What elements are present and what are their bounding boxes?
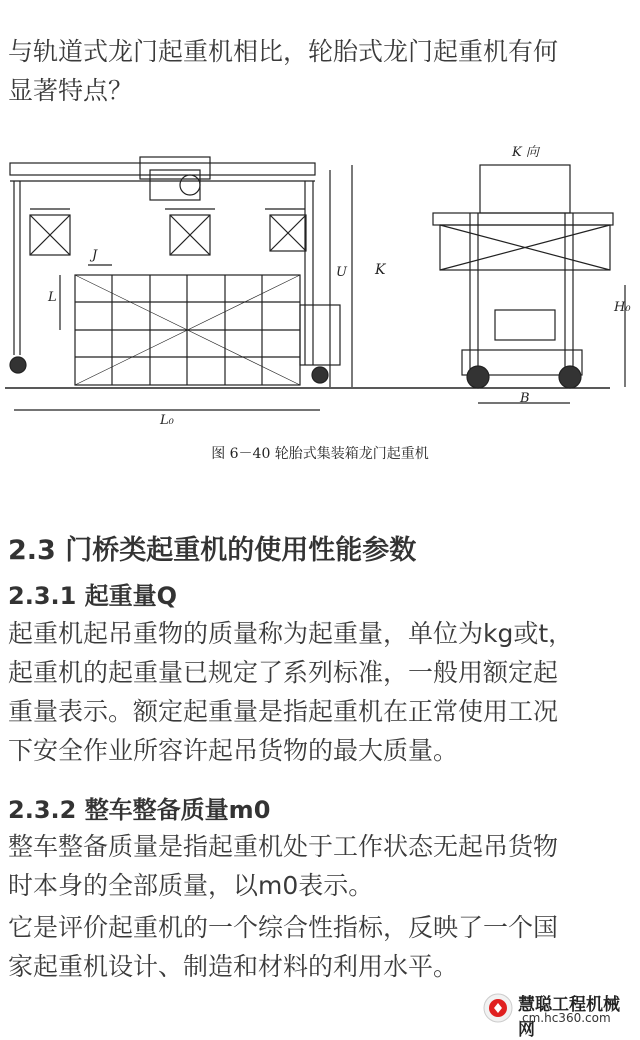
crane-drawing	[0, 125, 640, 435]
subsection-heading-2: 2.3.2 整车整备质量m0	[8, 796, 271, 824]
hc360-logo-icon	[482, 992, 514, 1024]
label-j: J	[92, 248, 98, 263]
watermark-url: cm.hc360.com	[522, 1011, 611, 1025]
crane-figure	[0, 125, 640, 485]
label-l0: L₀	[160, 413, 174, 428]
subsection-heading-1: 2.3.1 起重量Q	[8, 582, 178, 610]
label-u: U	[336, 265, 347, 280]
figure-caption: 图 6－40 轮胎式集装箱龙门起重机	[211, 446, 429, 462]
hanging-container-1	[30, 209, 70, 255]
intro-question: 与轨道式龙门起重机相比，轮胎式龙门起重机有何 显著特点？	[8, 37, 559, 105]
watermark	[482, 990, 632, 1040]
container-stack	[75, 275, 300, 385]
label-k-direction: K 向	[512, 145, 539, 160]
watermark-name: 慧聪工程机械网	[518, 995, 620, 1040]
label-k: K	[375, 262, 386, 278]
hanging-container-2	[165, 209, 215, 255]
label-l: L	[48, 290, 57, 305]
section-heading: 2.3 门桥类起重机的使用性能参数	[8, 535, 417, 566]
subsection-body-2: 整车整备质量是指起重机处于工作状态无起吊货物 时本身的全部质量，以m0表示。	[8, 832, 559, 900]
label-h0: H₀	[614, 300, 631, 315]
subsection-body-3: 它是评价起重机的一个综合性指标，反映了一个国 家起重机设计、制造和材料的利用水平。	[8, 913, 559, 981]
label-b: B	[520, 391, 530, 406]
subsection-body-1: 起重机起吊重物的质量称为起重量，单位为kg或t， 起重机的起重量已规定了系列标准，一般用额定起 重量表示。额定起重量是指起重机在正常使用工况 下安全作业所容许起吊货物的最大质量。	[8, 619, 574, 765]
hanging-container-3	[265, 209, 306, 251]
